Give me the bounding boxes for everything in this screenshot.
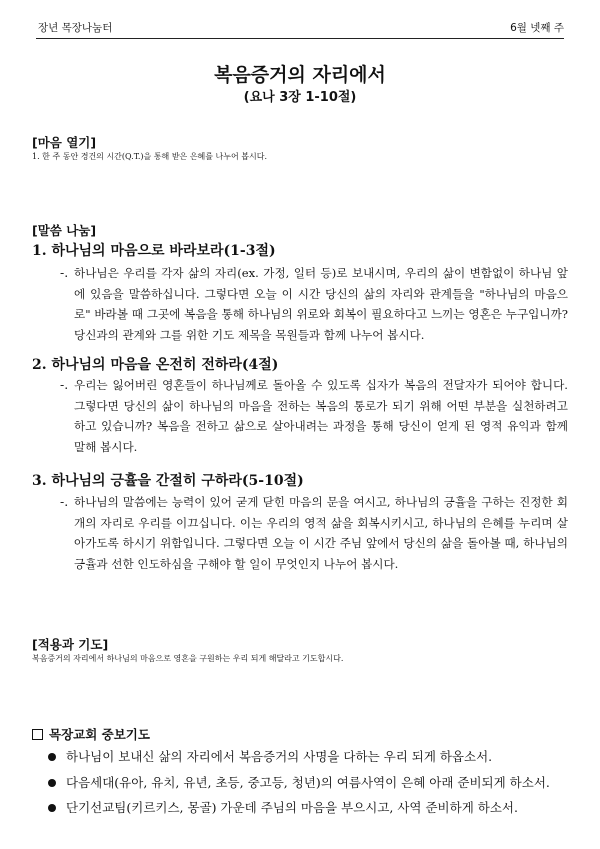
page-title: 복음증거의 자리에서 <box>214 64 386 86</box>
point-1-dash: -. <box>60 265 69 280</box>
point-3-text: 하나님의 말씀에는 능력이 있어 굳게 닫힌 마음의 문을 여시고, 하나님의 긍휼을 구하는 진정한 회개의 자리로 우리를 이끄십니다. 이는 우리의 영적 삶을 회복시키시고, 하나님의 은혜를 누리며 살아가도록 하시기 위함입니다. 그렇다면 오늘 이 시간 주님 앞에서 당신의 삶을 돌아볼 때, 하나님의 긍휼과 선한 인도하심을 구해야 할 일이 무엇인지 나누어 봅시다. <box>74 495 568 571</box>
opening-text: 1. 한 주 동안 경건의 시간(Q.T.)을 통해 받은 은혜를 나누어 봅시다. <box>32 152 267 161</box>
point-2-dash: -. <box>60 377 69 392</box>
bullet-dot-icon <box>48 804 56 812</box>
opening-label: [마음 열기] <box>32 135 97 150</box>
prayer-heading <box>32 725 150 743</box>
prayer-item <box>48 770 578 796</box>
point-2-text: 우리는 잃어버린 영혼들이 하나님께로 돌아올 수 있도록 십자가 복음의 전달자가 되어야 합니다. 그렇다면 당신의 삶이 하나님의 마음을 전하는 복음의 통로가 되기 위해 어떤 부분을 실천하려고 하고 있습니까? 복음을 전하고 삶으로 살아내려는 과정을 통해 당신이 얻게 된 영적 유익과 함께 말해 봅시다. <box>74 378 568 454</box>
sharing-label: [말씀 나눔] <box>32 223 97 238</box>
point-3-title: 3. 하나님의 긍휼을 간절히 구하라(5-10절) <box>32 473 304 489</box>
prayer-list <box>48 744 578 821</box>
header-right: 6월 넷째 주 <box>510 22 564 34</box>
prayer-item-text: 다음세대(유아, 유치, 유년, 초등, 중고등, 청년)의 여름사역이 은혜 아래 준비되게 하소서. <box>66 774 550 790</box>
point-1-text: 하나님은 우리를 각자 삶의 자리(ex. 가정, 일터 등)로 보내시며, 우리의 삶이 변함없이 하나님 앞에 있음을 말씀하십니다. 그렇다면 오늘 이 시간 당신의 삶의 자리와 관계들을 "하나님의 마음으로" 바라볼 때 그곳에 복음을 통해 하나님의 위로와 회복이 필요하다고 느끼는 영혼은 누구입니까? 당신과의 관계와 그를 위한 기도 제목을 목원들과 함께 나누어 봅시다. <box>74 266 568 342</box>
header-divider <box>36 38 564 39</box>
page-header <box>38 20 564 35</box>
bullet-dot-icon <box>48 753 56 761</box>
point-3-dash: -. <box>60 494 69 509</box>
application-label: [적용과 기도] <box>32 637 109 652</box>
header-left: 장년 목장나눔터 <box>38 22 113 34</box>
prayer-label: 목장교회 중보기도 <box>49 727 150 742</box>
application-text: 복음증거의 자리에서 하나님의 마음으로 영혼을 구원하는 우리 되게 해달라고 기도합시다. <box>32 654 344 663</box>
point-2-title: 2. 하나님의 마음을 온전히 전하라(4절) <box>32 357 279 373</box>
prayer-item <box>48 795 578 821</box>
page-subtitle: (요나 3장 1-10절) <box>243 90 357 105</box>
bullet-dot-icon <box>48 779 56 787</box>
prayer-item-text: 단기선교팀(키르키스, 몽골) 가운데 주님의 마음을 부으시고, 사역 준비하게 하소서. <box>66 800 518 815</box>
point-1-title: 1. 하나님의 마음으로 바라보라(1-3절) <box>32 243 276 259</box>
prayer-item-text: 하나님이 보내신 삶의 자리에서 복음증거의 사명을 다하는 우리 되게 하옵소서. <box>66 749 493 764</box>
checkbox-square-icon <box>32 729 43 740</box>
prayer-item <box>48 744 578 770</box>
